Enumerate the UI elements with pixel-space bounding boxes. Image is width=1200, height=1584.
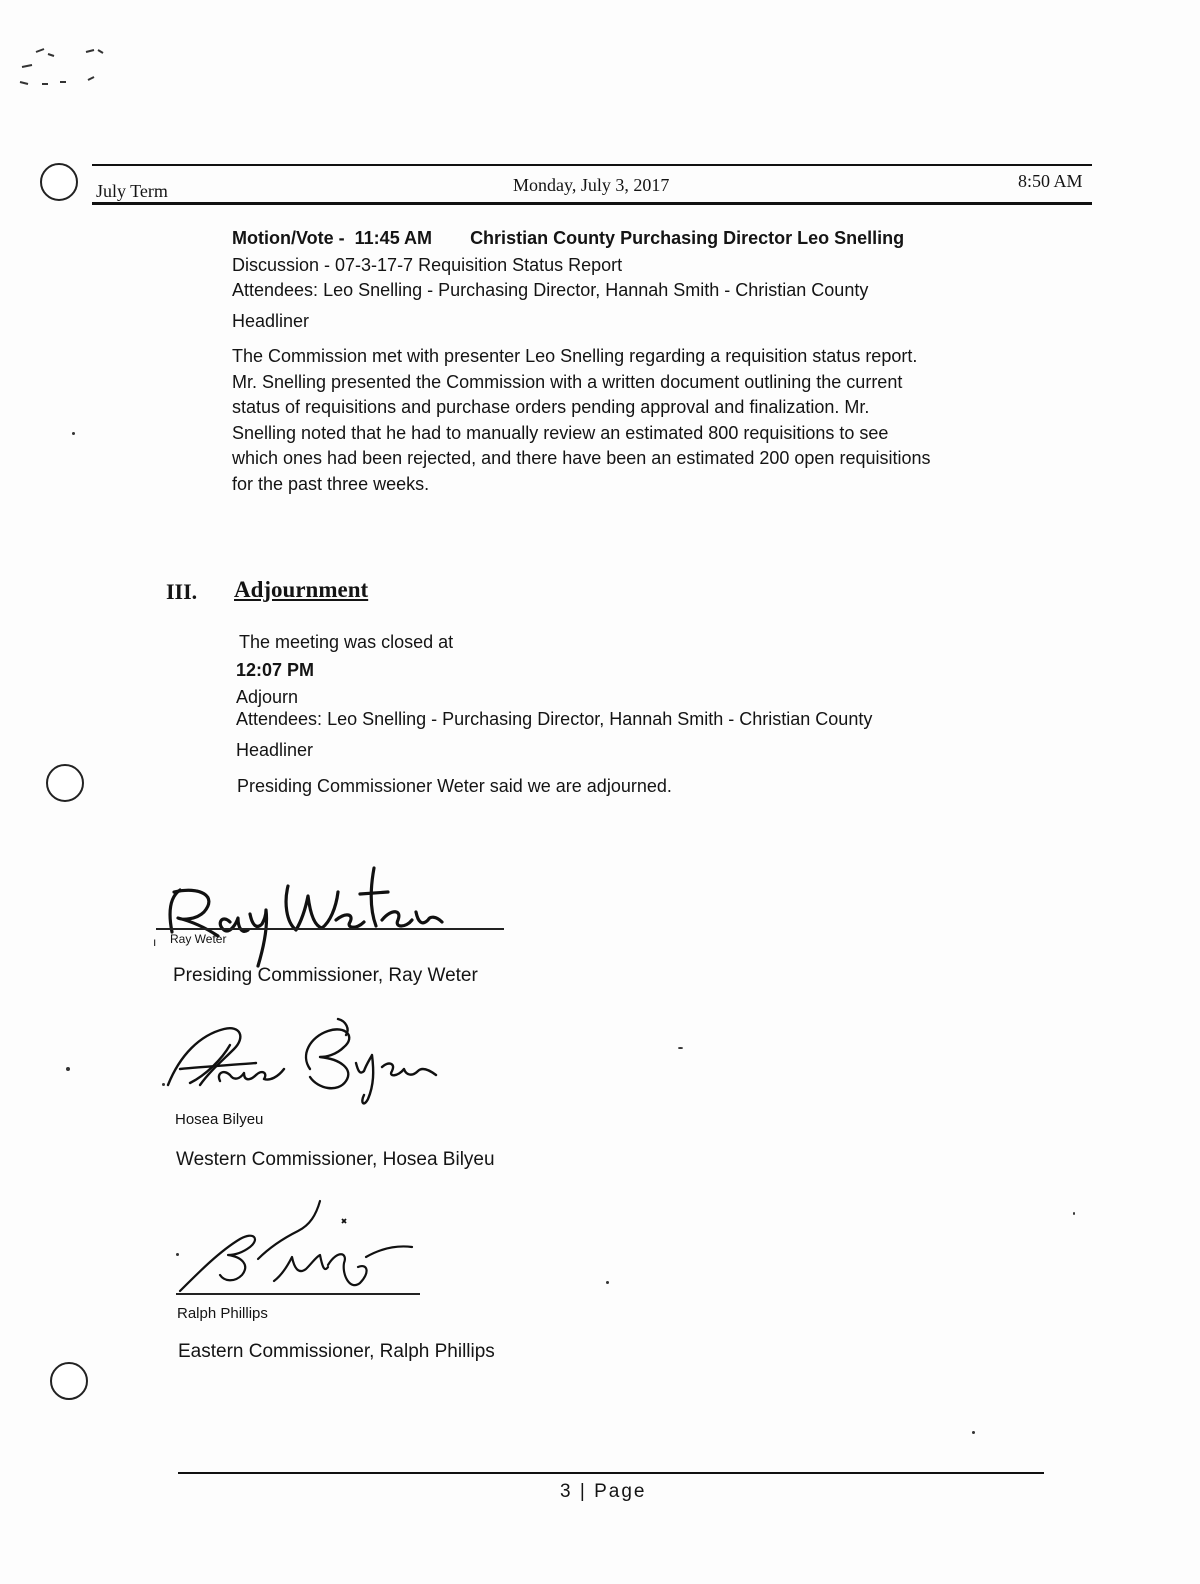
signature-printed-name: Ralph Phillips	[177, 1305, 268, 1322]
section-numeral: III.	[166, 579, 198, 604]
adjourn-closed-text: The meeting was closed at	[239, 632, 454, 652]
adjourn-statement: Presiding Commissioner Weter said we are adjourned.	[237, 776, 672, 796]
punch-hole	[50, 1362, 88, 1400]
signature-line	[176, 1293, 420, 1295]
signature-title: Presiding Commissioner, Ray Weter	[173, 965, 478, 986]
footer-rule	[178, 1472, 1044, 1474]
header-date: Monday, July 3, 2017	[513, 175, 670, 195]
adjourn-attendees: Attendees: Leo Snelling - Purchasing Director, Hannah Smith - Christian County	[236, 709, 873, 729]
paragraph-line: status of requisitions and purchase orders pending approval and finalization. Mr.	[232, 397, 870, 417]
adjourn-attendees-cont: Headliner	[236, 740, 314, 760]
signature-hosea-bilyeu	[160, 1015, 460, 1115]
motion-discussion: Discussion - 07-3-17-7 Requisition Status Report	[232, 255, 623, 275]
adjourn-label: Adjourn	[236, 687, 299, 707]
adjourn-closed-time: 12:07 PM	[236, 660, 315, 680]
scan-speck	[176, 1253, 179, 1256]
scan-speck	[972, 1431, 975, 1434]
scan-speck	[162, 1083, 165, 1086]
motion-time: 11:45 AM	[354, 228, 433, 248]
signature-printed-name: Hosea Bilyeu	[175, 1111, 264, 1128]
paragraph-line: Mr. Snelling presented the Commission with a written document outlining the current	[232, 371, 903, 392]
header-top-rule	[92, 164, 1092, 166]
signature-mark: ı	[153, 935, 157, 949]
motion-label: Motion/Vote -	[232, 228, 345, 248]
page-number-separator: |	[579, 1481, 587, 1502]
scan-speck	[678, 1047, 683, 1049]
header-bottom-rule	[92, 202, 1092, 205]
motion-attendees: Attendees: Leo Snelling - Purchasing Director, Hannah Smith - Christian County	[232, 280, 869, 300]
signature-line	[156, 928, 504, 930]
scan-noise	[14, 40, 124, 95]
punch-hole	[46, 764, 84, 802]
paragraph-line: The Commission met with presenter Leo Snelling regarding a requisition status report.	[232, 346, 918, 366]
signature-ray-weter	[160, 862, 450, 972]
scan-speck	[72, 432, 75, 435]
punch-hole	[40, 163, 78, 201]
paragraph-line: which ones had been rejected, and there have been an estimated 200 open requisitions	[232, 448, 931, 468]
paragraph-line: Snelling noted that he had to manually review an estimated 800 requisitions to see	[232, 422, 889, 443]
motion-paragraph	[232, 344, 1032, 497]
scan-speck	[1073, 1212, 1075, 1215]
motion-presenter: Christian County Purchasing Director Leo Snelling	[470, 228, 905, 248]
signature-printed-name: Ray Weter	[170, 932, 227, 946]
page-number	[560, 1481, 646, 1503]
motion-attendees-cont: Headliner	[232, 311, 310, 331]
header-term: July Term	[96, 181, 168, 201]
paragraph-line: for the past three weeks.	[232, 473, 430, 494]
page-number-value: 3	[560, 1481, 573, 1502]
scan-speck	[66, 1067, 70, 1071]
header-time: 8:50 AM	[1018, 171, 1083, 191]
signature-title: Eastern Commissioner, Ralph Phillips	[178, 1341, 495, 1362]
signature-title: Western Commissioner, Hosea Bilyeu	[176, 1149, 495, 1170]
page-number-label: Page	[594, 1481, 647, 1502]
signature-ralph-phillips	[170, 1195, 430, 1305]
motion-heading	[232, 226, 904, 252]
section-heading: Adjournment	[234, 577, 369, 602]
scan-speck	[606, 1281, 609, 1284]
